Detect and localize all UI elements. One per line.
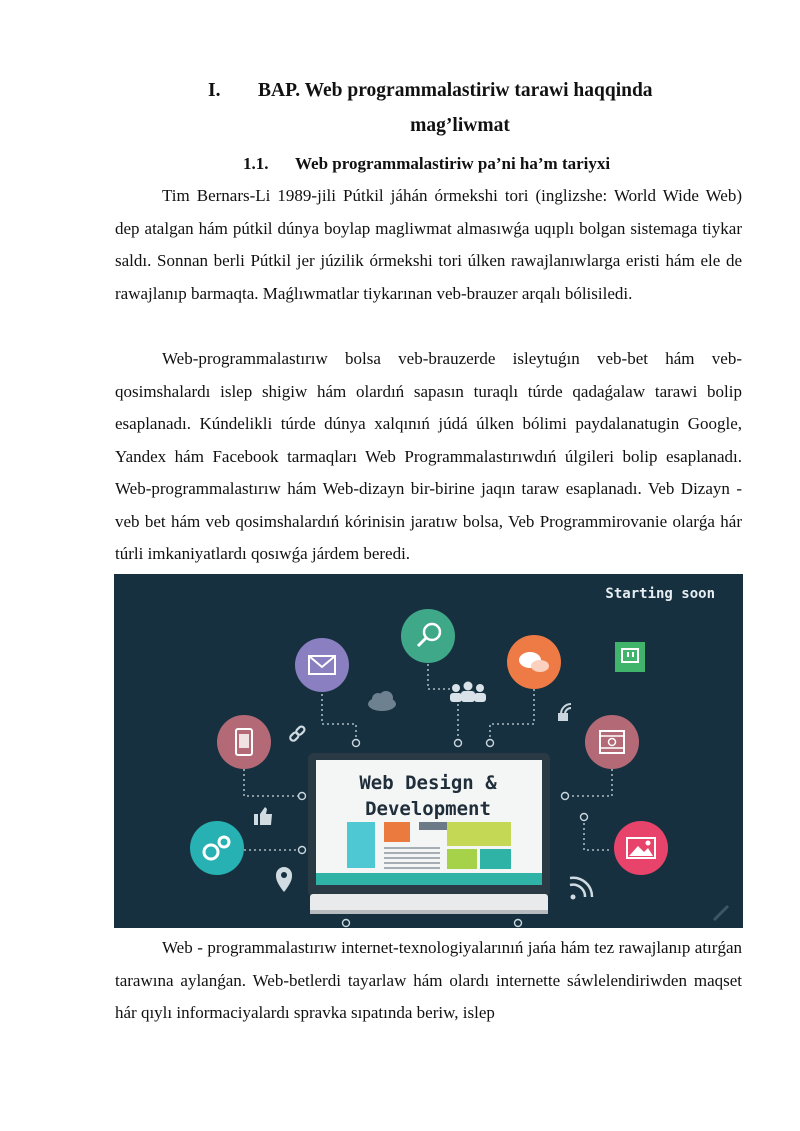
chapter-number: I. [208, 80, 221, 101]
gears-icon [190, 821, 244, 875]
chat-icon [507, 635, 561, 689]
section-heading [243, 151, 610, 177]
paragraph-3: Web - programmalastırıw internet-texnologiyalarınıń jańa hám tez rawajlanıp atırǵan tarawına aylanǵan. Web-betlerdi tayarlaw hám olardı internette sáwlelendiriwden maqset hár qıylı informaciyalardı spravka sıpatında beriw, islep [115, 938, 742, 1022]
thumbs-up-icon [254, 807, 272, 825]
screen-title [316, 770, 540, 822]
link-icon [289, 725, 306, 742]
pencil-icon [714, 906, 728, 920]
phone-icon [217, 715, 271, 769]
location-icon [276, 867, 292, 892]
paragraph-1: Tim Bernars-Li 1989-jili Pútkil jáhán órmekshi tori (inglizshe: World Wide Web) dep atalgan hám pútkil dúnya boylap magliwmat almasıwǵa uqıplı bolgan sistemaga tiykar saldı. Sonnan berli Pútkil jer júzilik órmekshi tori úlken rawajlanıwlarga eristi hám ele de rawajlanıp barmaqta. Maǵlıwmatlar tiykarınan veb-brauzer arqalı bólisiledi. [115, 186, 742, 303]
paragraph-2: Web-programmalastırıw bolsa veb-brauzerde isleytuǵın veb-bet hám veb-qosimshalardı islep shigiw hám olardıń sapasın turaqlı túrde qadaǵalaw tarawi bolip esaplanadı. Kúndelikli túrde dúnya xalqınıń júdá úlken bólimi paydalanatugin Google, Yandex hám Facebook tarmaqları Web Programmalastırıwdıń úlgileri bolip esaplanadı. Web-programmalastırıw hám Web-dizayn bir-birine jaqın taraw esaplanadı. Veb Dizayn - veb bet hám veb qosimshalardıń kórinisin jaratıw bolsa, Veb Programmirovanie olarǵa hár túrli imkaniyatlardı qosıwǵa járdem beredi. [115, 349, 742, 563]
rss-icon [570, 878, 592, 900]
cloud-icon [368, 691, 396, 711]
email-icon [295, 638, 349, 692]
web-design-figure [114, 574, 743, 928]
film-icon [585, 715, 639, 769]
section-number: 1.1. [243, 154, 269, 173]
screen-title-line2: Development [365, 798, 491, 820]
section-title: Web programmalastiriw pa’ni ha’m tariyxi [295, 154, 611, 173]
screen-title-line1: Web Design & [359, 772, 497, 794]
satellite-icon [559, 704, 571, 720]
figure-illustration [114, 574, 743, 928]
users-icon [450, 682, 486, 703]
chapter-title-line2: mag’liwmat [410, 115, 510, 136]
search-icon [401, 609, 455, 663]
starting-soon-label: Starting soon [605, 586, 715, 602]
twitch-icon [615, 642, 645, 672]
chapter-title-line1: BAP. Web programmalastiriw tarawi haqqinda [258, 80, 653, 101]
image-icon [614, 821, 668, 875]
